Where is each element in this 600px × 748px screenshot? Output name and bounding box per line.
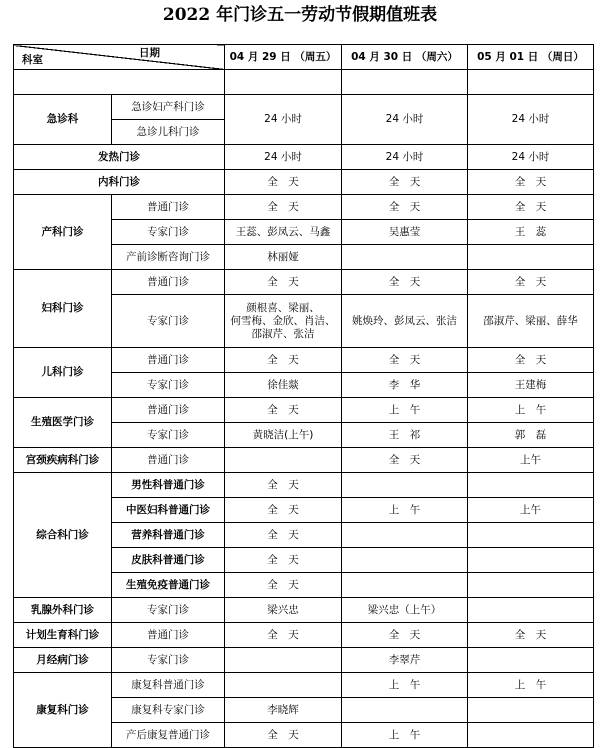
cell: 李晓辉 xyxy=(225,698,342,723)
cell-line: 颜根喜、梁丽、 xyxy=(246,301,320,314)
cell: 全 天 xyxy=(225,498,342,523)
cell: 全 天 xyxy=(225,170,342,195)
cell: 全 天 xyxy=(342,348,468,373)
cell xyxy=(342,473,468,498)
cell xyxy=(342,548,468,573)
date-label: 日期 xyxy=(139,47,160,59)
cell: 24 小时 xyxy=(468,145,594,170)
cell xyxy=(342,523,468,548)
cell: 黄晓洁(上午) xyxy=(225,423,342,448)
cell: 全 天 xyxy=(342,170,468,195)
cell: 王建梅 xyxy=(468,373,594,398)
dept-comprehensive: 综合科门诊 xyxy=(14,473,112,598)
cell: 24 小时 xyxy=(342,145,468,170)
sub-label: 普通门诊 xyxy=(112,448,225,473)
sub-label: 专家门诊 xyxy=(112,423,225,448)
dept-reproductive: 生殖医学门诊 xyxy=(14,398,112,448)
cell xyxy=(342,245,468,270)
sub-label: 专家门诊 xyxy=(112,220,225,245)
cell: 梁兴忠 xyxy=(225,598,342,623)
cell xyxy=(468,245,594,270)
cell: 李 华 xyxy=(342,373,468,398)
header-day-2: 04 月 30 日 （周六） xyxy=(342,45,468,70)
cell: 上午 xyxy=(468,448,594,473)
cell: 全 天 xyxy=(468,170,594,195)
cell: 24 小时 xyxy=(468,95,594,145)
cell xyxy=(468,598,594,623)
cell xyxy=(468,548,594,573)
cell-line: 邵淑芹、张洁 xyxy=(251,327,315,340)
cell: 全 天 xyxy=(342,623,468,648)
table-row xyxy=(14,473,594,498)
sub-emergency-ob: 急诊妇产科门诊 xyxy=(112,95,225,120)
cell xyxy=(468,698,594,723)
sub-label: 专家门诊 xyxy=(112,373,225,398)
cell xyxy=(225,295,342,348)
cell: 李翠芹 xyxy=(342,648,468,673)
dept-emergency: 急诊科 xyxy=(14,95,112,145)
sub-label: 普通门诊 xyxy=(112,348,225,373)
cell: 上 午 xyxy=(468,398,594,423)
cell: 全 天 xyxy=(342,270,468,295)
table-row xyxy=(14,673,594,698)
dept-pediatrics: 儿科门诊 xyxy=(14,348,112,398)
cell: 全 天 xyxy=(225,195,342,220)
cell: 林丽娅 xyxy=(225,245,342,270)
cell: 24 小时 xyxy=(342,95,468,145)
cell: 全 天 xyxy=(342,195,468,220)
sub-label: 皮肤科普通门诊 xyxy=(112,548,225,573)
sub-label: 产后康复普通门诊 xyxy=(112,723,225,748)
table-row xyxy=(14,170,594,195)
cell: 上 午 xyxy=(342,723,468,748)
dept-gynecology: 妇科门诊 xyxy=(14,270,112,348)
cell xyxy=(468,648,594,673)
cell: 全 天 xyxy=(225,473,342,498)
table-row xyxy=(14,348,594,373)
cell: 王 祁 xyxy=(342,423,468,448)
sub-label: 专家门诊 xyxy=(112,295,225,348)
cell xyxy=(468,573,594,598)
table-row xyxy=(14,648,594,673)
cell xyxy=(468,523,594,548)
cell xyxy=(342,573,468,598)
cell xyxy=(225,648,342,673)
cell-line: 何雪梅、金欣、肖洁、 xyxy=(230,314,336,327)
cell: 王 蕊 xyxy=(468,220,594,245)
table-row xyxy=(14,195,594,220)
cell: 上 午 xyxy=(342,673,468,698)
cell: 全 天 xyxy=(468,348,594,373)
sub-emergency-peds: 急诊儿科门诊 xyxy=(112,120,225,145)
table-row xyxy=(14,448,594,473)
dept-label: 科室 xyxy=(22,54,43,66)
cell: 上 午 xyxy=(342,498,468,523)
cell xyxy=(468,723,594,748)
cell: 徐佳燚 xyxy=(225,373,342,398)
page-title: 2022 年门诊五一劳动节假期值班表 xyxy=(162,5,438,25)
table-row xyxy=(14,598,594,623)
gap-row xyxy=(14,70,594,95)
cell: 全 天 xyxy=(225,723,342,748)
cell: 全 天 xyxy=(225,523,342,548)
cell: 全 天 xyxy=(468,623,594,648)
sub-label: 普通门诊 xyxy=(112,270,225,295)
sub-label: 生殖免疫普通门诊 xyxy=(112,573,225,598)
cell: 全 天 xyxy=(225,348,342,373)
cell: 上 午 xyxy=(342,398,468,423)
cell: 全 天 xyxy=(342,448,468,473)
cell: 24 小时 xyxy=(225,95,342,145)
cell: 吴惠莹 xyxy=(342,220,468,245)
header-day-1: 04 月 29 日 （周五） xyxy=(225,45,342,70)
cell: 邵淑芹、梁丽、薛华 xyxy=(468,295,594,348)
dept-rehab: 康复科门诊 xyxy=(14,673,112,748)
cell: 上 午 xyxy=(468,673,594,698)
sub-label: 普通门诊 xyxy=(112,195,225,220)
sub-label: 普通门诊 xyxy=(112,623,225,648)
dept-menstrual: 月经病门诊 xyxy=(14,648,112,673)
cell: 上午 xyxy=(468,498,594,523)
cell: 王蕊、彭凤云、马鑫 xyxy=(225,220,342,245)
dept-obstetrics: 产科门诊 xyxy=(14,195,112,270)
sub-label: 中医妇科普通门诊 xyxy=(112,498,225,523)
cell: 全 天 xyxy=(225,623,342,648)
cell: 全 天 xyxy=(468,195,594,220)
header-row xyxy=(14,45,594,70)
cell: 全 天 xyxy=(225,548,342,573)
schedule-table xyxy=(13,44,594,748)
cell: 全 天 xyxy=(225,270,342,295)
sub-label: 营养科普通门诊 xyxy=(112,523,225,548)
dept-family-planning: 计划生育科门诊 xyxy=(14,623,112,648)
cell: 姚焕玲、彭凤云、张洁 xyxy=(342,295,468,348)
header-day-3: 05 月 01 日 （周日） xyxy=(468,45,594,70)
cell xyxy=(342,698,468,723)
cell: 全 天 xyxy=(468,270,594,295)
cell: 全 天 xyxy=(225,398,342,423)
sub-label: 普通门诊 xyxy=(112,398,225,423)
table-row xyxy=(14,145,594,170)
dept-breast: 乳腺外科门诊 xyxy=(14,598,112,623)
sub-label: 专家门诊 xyxy=(112,598,225,623)
sub-label: 康复科专家门诊 xyxy=(112,698,225,723)
table-row xyxy=(14,398,594,423)
sub-label: 专家门诊 xyxy=(112,648,225,673)
table-row xyxy=(14,95,594,120)
dept-fever: 发热门诊 xyxy=(14,145,225,170)
cell xyxy=(468,473,594,498)
sub-label: 产前诊断咨询门诊 xyxy=(112,245,225,270)
cell: 24 小时 xyxy=(225,145,342,170)
table-row xyxy=(14,270,594,295)
dept-cervical: 宫颈疾病科门诊 xyxy=(14,448,112,473)
cell: 梁兴忠（上午） xyxy=(342,598,468,623)
cell: 郭 磊 xyxy=(468,423,594,448)
header-corner-cell xyxy=(14,45,225,70)
cell xyxy=(225,673,342,698)
table-row xyxy=(14,623,594,648)
sub-label: 康复科普通门诊 xyxy=(112,673,225,698)
cell: 全 天 xyxy=(225,573,342,598)
sub-label: 男性科普通门诊 xyxy=(112,473,225,498)
cell xyxy=(225,448,342,473)
dept-internal: 内科门诊 xyxy=(14,170,225,195)
